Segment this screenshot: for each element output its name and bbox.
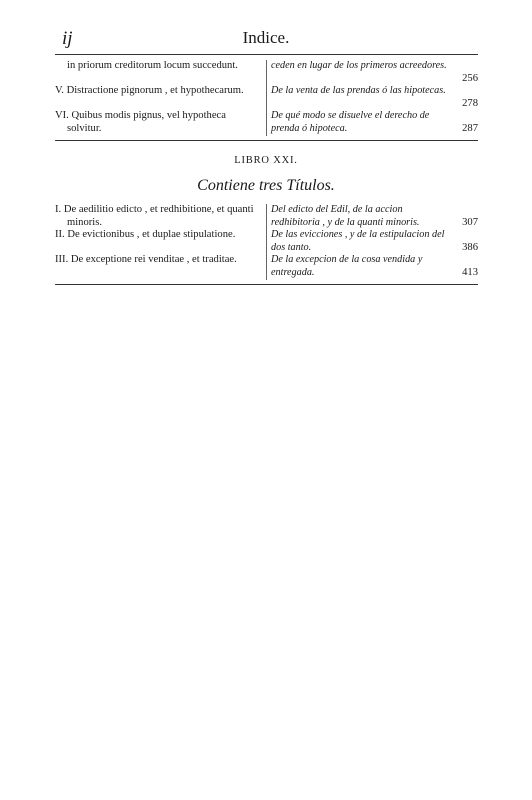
latin-title: VI. Quibus modis pignus, vel hypotheca solvitur.	[55, 110, 226, 134]
column-divider	[266, 60, 267, 136]
libro-subtitle: Contiene tres Títulos.	[197, 177, 335, 194]
spanish-title: ceden en lugar de los primeros acreedores.	[271, 60, 447, 71]
folio-number: ij	[62, 28, 73, 49]
page-number: 256	[462, 72, 478, 84]
latin-title: III. De exceptione rei venditae , et traditae.	[55, 254, 237, 265]
header-rule	[55, 54, 478, 55]
section-rule	[55, 284, 478, 285]
section-rule	[55, 140, 478, 141]
latin-title: II. De evictionibus , et duplae stipulatione.	[55, 229, 236, 240]
spanish-title: De la venta de las prendas ó las hipotecas.	[271, 85, 446, 96]
spanish-title: De qué modo se disuelve el derecho de prenda ó hipoteca.	[271, 110, 430, 134]
page-number: 413	[462, 266, 478, 278]
latin-title: in priorum creditorum locum succedunt.	[67, 60, 238, 71]
column-divider	[266, 204, 267, 280]
latin-title: I. De aedilitio edicto , et redhibitione, et quanti minoris.	[55, 204, 254, 228]
page-number: 386	[462, 241, 478, 253]
latin-title: V. Distractione pignorum , et hypothecarum.	[55, 85, 244, 96]
spanish-title: Del edicto del Edil, de la accion redhibitoria , y de la quanti minoris.	[271, 204, 420, 228]
page-number: 287	[462, 122, 478, 134]
running-head-title: Indice.	[242, 28, 290, 47]
libro-heading: LIBRO XXI.	[234, 155, 298, 166]
spanish-title: De la excepcion de la cosa vendida y entregada.	[271, 254, 423, 278]
page-number: 307	[462, 216, 478, 228]
page-number: 278	[462, 97, 478, 109]
spanish-title: De las evicciones , y de la estipulacion del dos tanto.	[271, 229, 445, 253]
